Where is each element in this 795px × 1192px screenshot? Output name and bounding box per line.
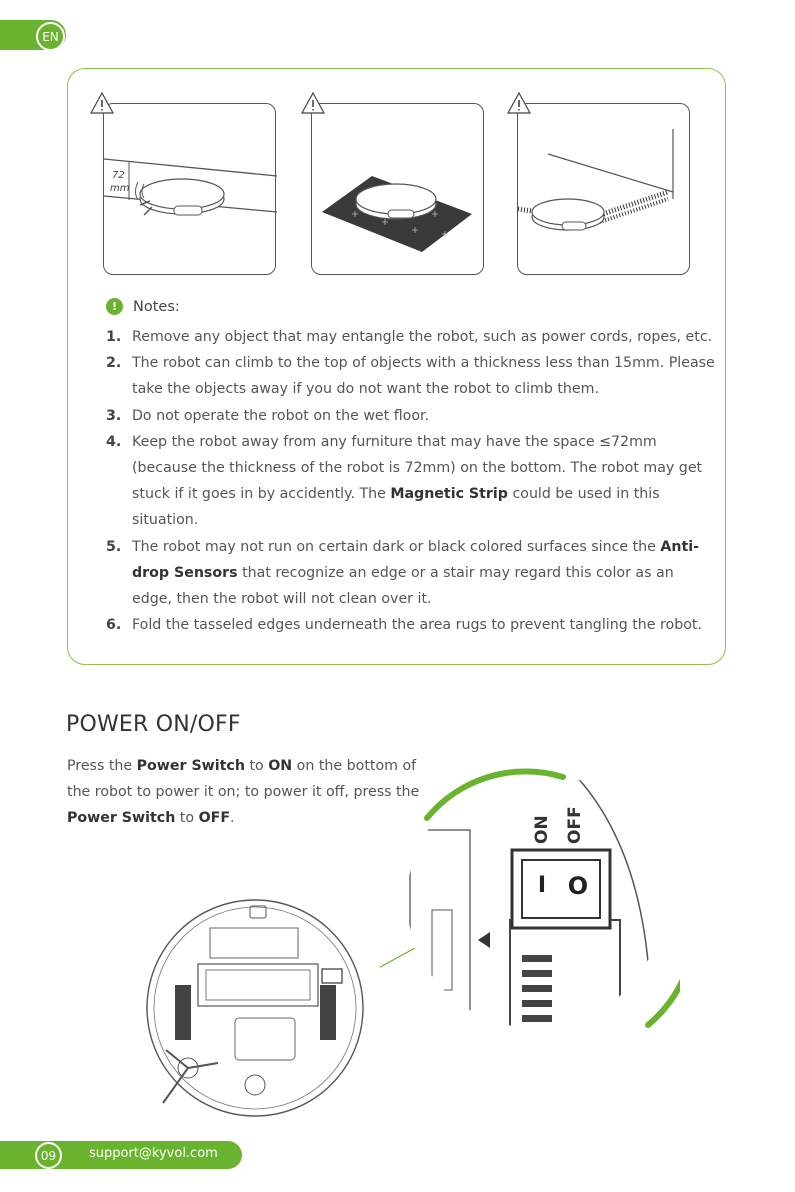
note-item	[106, 324, 716, 350]
support-email[interactable]: support@kyvol.com	[89, 1146, 218, 1161]
note-text	[132, 350, 716, 402]
note-number: 2.	[106, 355, 122, 372]
note-number: 6.	[106, 617, 122, 634]
note-number: 4.	[106, 433, 122, 450]
notes-list	[106, 324, 716, 638]
emphasis-term: Power Switch	[136, 758, 245, 774]
note-number: 3.	[106, 407, 122, 424]
dark-floor-drawing	[312, 104, 485, 276]
note-item	[106, 534, 716, 613]
note-text	[132, 534, 716, 613]
notes-heading	[106, 298, 180, 315]
section-title: POWER ON/OFF	[66, 712, 241, 737]
exclamation-icon: !	[106, 298, 123, 315]
emphasis-term: Anti-drop Sensors	[132, 538, 700, 581]
text-run: Do not operate the robot on the wet floor.	[132, 407, 430, 424]
emphasis-term: Power Switch	[67, 810, 176, 827]
illustration-furniture-clearance	[103, 103, 276, 275]
text-run: to	[244, 758, 269, 774]
emphasis-term: Magnetic Strip	[390, 486, 508, 503]
switch-on-label: ON	[532, 815, 552, 844]
furniture-clearance-drawing	[104, 104, 277, 276]
text-run: on the bottom of the robot to power it on; to power it off, press the	[67, 758, 420, 801]
warning-triangle-icon	[301, 92, 325, 114]
power-switch-closeup	[380, 740, 680, 1060]
note-text	[132, 403, 716, 429]
text-run: Keep the robot away from any furniture that may have the space ≤72mm (because the thickness of the robot is 72mm) on the bottom. The robot may get stuck if it goes in by accidently. The	[132, 433, 703, 503]
power-instructions	[67, 753, 427, 832]
warning-triangle-icon	[90, 92, 114, 114]
switch-off-symbol: O	[567, 872, 589, 900]
text-run: Fold the tasseled edges underneath the area rugs to prevent tangling the robot.	[132, 617, 702, 634]
text-run: The robot can climb to the top of objects with a thickness less than 15mm. Please take the objects away if you do not want the robot to climb them.	[132, 355, 715, 398]
text-run: .	[230, 810, 235, 827]
note-item	[106, 429, 716, 534]
switch-on-symbol: I	[537, 873, 547, 898]
text-run: could be used in this situation.	[132, 486, 660, 529]
switch-off-label: OFF	[565, 806, 585, 844]
language-badge: EN	[36, 22, 65, 51]
note-text	[132, 612, 716, 638]
note-number: 1.	[106, 329, 122, 345]
clearance-value: 72	[112, 170, 125, 181]
text-run: Remove any object that may entangle the robot, such as power cords, ropes, etc.	[132, 329, 713, 345]
illustration-tasseled-rug	[517, 103, 690, 275]
robot-bottom-diagram	[140, 890, 370, 1130]
clearance-unit: mm	[110, 183, 130, 194]
note-item	[106, 403, 716, 429]
emphasis-term: ON	[268, 758, 293, 774]
warning-triangle-icon	[507, 92, 531, 114]
note-item	[106, 350, 716, 402]
text-run: to	[175, 810, 199, 827]
illustration-dark-floor	[311, 103, 484, 275]
note-item	[106, 612, 716, 638]
note-text	[132, 324, 716, 350]
notes-title: Notes:	[133, 298, 180, 315]
note-text	[132, 429, 716, 534]
page-number: 09	[35, 1142, 62, 1169]
note-number: 5.	[106, 538, 122, 555]
tasseled-rug-drawing	[518, 104, 691, 276]
text-run: that recognize an edge or a stair may regard this color as an edge, then the robot will not clean over it.	[132, 564, 674, 608]
emphasis-term: OFF	[198, 810, 231, 827]
text-run: Press the	[67, 758, 137, 774]
text-run: The robot may not run on certain dark or black colored surfaces since the	[132, 538, 661, 555]
